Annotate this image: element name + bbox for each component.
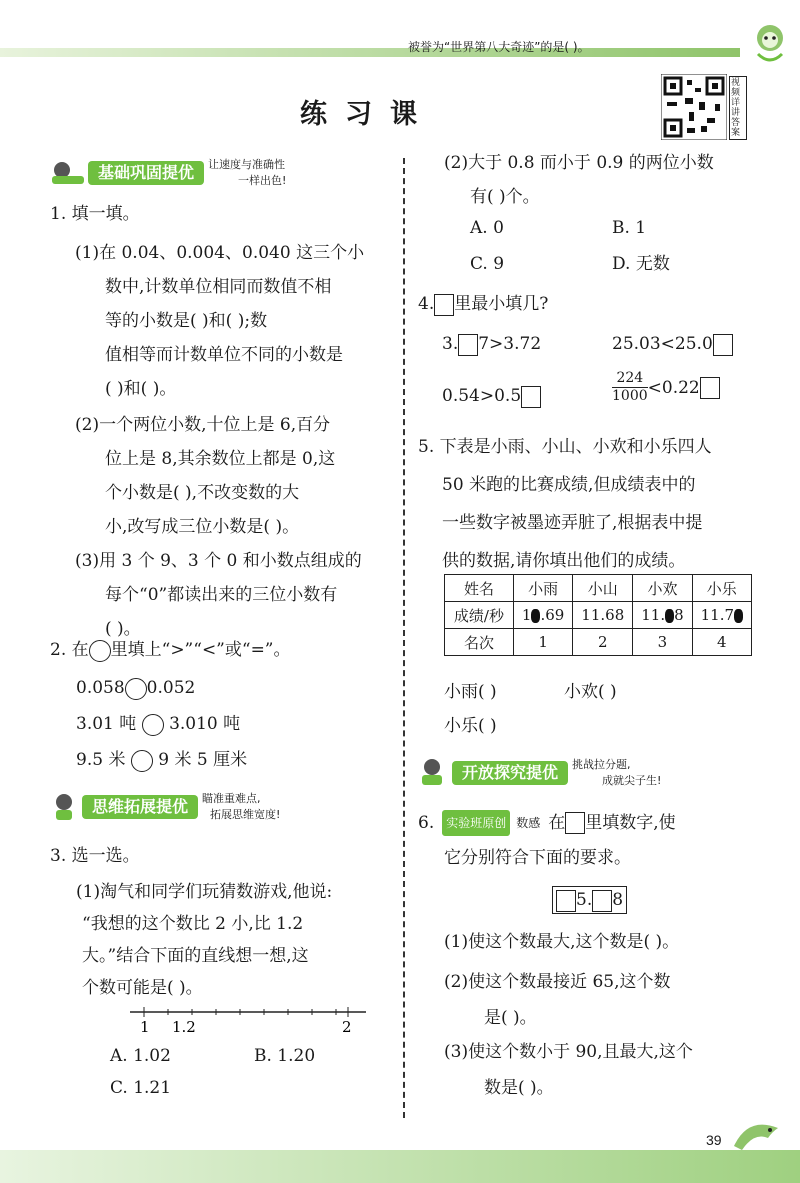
q1-title: 1. 填一填。 <box>50 204 140 224</box>
q3-part1: (1)淘气和同学们玩猜数游戏,他说: “我想的这个数比 2 小,比 1.2 大。”结合下面的直线想一想,这 个数可能是( )。 <box>76 882 333 998</box>
table-cell: 姓名 <box>445 575 514 602</box>
q6-part3: (3)使这个数小于 90,且最大,这个 数是( )。 <box>444 1042 693 1098</box>
q5-text: 5. 下表是小雨、小山、小欢和小乐四人 50 米跑的比赛成绩,但成绩表中的 一些数字被墨迹弄脏了,根据表中提 供的数据,请你填出他们的成绩。 <box>418 437 712 571</box>
q3-part2: (2)大于 0.8 而小于 0.9 的两位小数 有( )个。 <box>444 153 714 207</box>
sample-box <box>434 294 454 316</box>
table-cell: 11. 8 <box>633 602 692 629</box>
number-line-label: 2 <box>342 1018 352 1034</box>
page-number: 39 <box>706 1132 722 1148</box>
q1-part2: (2)一个两位小数,十位上是 6,百分 位上是 8,其余数位上都是 0,这 个小数是( ),不改变数的大 小,改写成三位小数是( )。 <box>75 415 336 537</box>
q4-item-1: 3. 7>3.72 <box>442 334 542 354</box>
table-cell: 小乐 <box>692 575 751 602</box>
answer-circle[interactable] <box>125 678 147 700</box>
q6-badge: 实验班原创 <box>442 810 510 836</box>
answer-box[interactable] <box>521 386 541 408</box>
section-open-header <box>416 760 661 786</box>
q6-tag: 数感 <box>516 816 541 830</box>
q4-item-4: $\frac{224}{1000}$ <0.22 <box>612 370 720 405</box>
section-basic-label: 基础巩固提优 <box>88 161 204 185</box>
q1-part3: (3)用 3 个 9、3 个 0 和小数点组成的 每个“0”都读出来的三位小数有 ( )。 <box>75 551 362 639</box>
section-thinking-header <box>48 794 280 820</box>
header-band <box>0 48 740 57</box>
table-cell: 3 <box>633 629 692 656</box>
q3-title: 3. 选一选。 <box>50 846 140 866</box>
monkey-mascot-icon <box>740 18 792 64</box>
q3-1-option-a[interactable]: A. 1.02 <box>110 1046 171 1066</box>
student-mascot-icon <box>48 160 88 186</box>
answer-box[interactable] <box>700 377 720 399</box>
table-cell: 名次 <box>445 629 514 656</box>
number-line <box>130 1004 370 1034</box>
q3-2-option-c[interactable]: C. 9 <box>470 254 505 274</box>
explorer-mascot-icon <box>416 757 452 789</box>
sample-box <box>565 812 585 834</box>
table-cell: 小雨 <box>513 575 572 602</box>
q1-part1: (1)在 0.04、0.004、0.040 这三个小 数中,计数单位相同而数值不相 等的小数是( )和( );数 值相等而计数单位不同的小数是 ( )和( )。 <box>75 243 365 399</box>
number-line-label: 1.2 <box>172 1018 196 1034</box>
q5-answer-xiaoyu[interactable]: 小雨( ) <box>444 682 497 702</box>
table-cell: 4 <box>692 629 751 656</box>
table-row <box>445 575 752 602</box>
q4-item-3: 0.54>0.5 <box>442 384 541 408</box>
compare-circle <box>89 640 111 662</box>
table-cell: 小山 <box>573 575 633 602</box>
fraction-denominator: 1000 <box>612 388 648 404</box>
table-row <box>445 629 752 656</box>
q6-part1: (1)使这个数最大,这个数是( )。 <box>444 932 680 952</box>
qr-label: 视频详讲答案 <box>729 76 747 140</box>
q6-title: 6. 实验班原创 数感 在 里填数字,使 <box>418 810 676 836</box>
dolphin-mascot-icon <box>728 1116 788 1162</box>
q2-item-3: 9.5 米 9 米 5 厘米 <box>76 750 248 770</box>
q3-2-option-d[interactable]: D. 无数 <box>612 254 670 274</box>
table-cell: 11.68 <box>573 602 633 629</box>
header-trivia: 被誉为“世界第八大奇迹”的是( )。 <box>408 40 590 54</box>
fraction-numerator: 224 <box>616 370 644 386</box>
answer-circle[interactable] <box>142 714 164 736</box>
table-cell: 11.7 <box>692 602 751 629</box>
q3-1-option-b[interactable]: B. 1.20 <box>254 1046 316 1066</box>
table-cell: 小欢 <box>633 575 692 602</box>
table-row <box>445 602 752 629</box>
q2-item-2: 3.01 吨 3.010 吨 <box>76 714 241 734</box>
page-title: 练习课 <box>300 99 435 130</box>
q4-item-2: 25.03<25.0 <box>612 332 733 356</box>
column-divider <box>403 158 405 1118</box>
section-open-label: 开放探究提优 <box>452 761 568 785</box>
section-thinking-label: 思维拓展提优 <box>82 795 198 819</box>
q6-part2: (2)使这个数最接近 65,这个数 是( )。 <box>444 972 671 1028</box>
section-open-motto: 挑战拉分题, 成就尖子生! <box>572 758 662 787</box>
q4-title: 4. 里最小填几? <box>418 294 549 314</box>
ink-blot <box>734 609 743 623</box>
section-thinking-motto: 瞄准重难点, 拓展思维宽度! <box>202 792 281 821</box>
q3-1-option-c[interactable]: C. 1.21 <box>110 1078 172 1098</box>
answer-circle[interactable] <box>131 750 153 772</box>
answer-box[interactable] <box>713 334 733 356</box>
qr-code-icon <box>661 74 727 140</box>
digit-box[interactable] <box>556 890 576 912</box>
q5-answer-xiaole[interactable]: 小乐( ) <box>444 716 497 736</box>
footer-band <box>0 1150 800 1183</box>
q3-2-option-b[interactable]: B. 1 <box>612 218 647 238</box>
q2-title: 2. 在 里填上“>”“<”或“=”。 <box>50 640 291 660</box>
table-cell: 2 <box>573 629 633 656</box>
number-line-label: 1 <box>140 1018 150 1034</box>
q2-item-1: 0.058 0.052 <box>76 678 196 698</box>
q5-answer-xiaohuan[interactable]: 小欢( ) <box>564 682 617 702</box>
qr-code[interactable] <box>661 74 745 142</box>
section-basic-motto: 让速度与准确性 一样出色! <box>208 158 287 187</box>
score-table <box>444 574 752 656</box>
table-cell: 1 .69 <box>513 602 572 629</box>
section-basic-header <box>48 160 286 186</box>
q6-line2: 它分别符合下面的要求。 <box>444 848 631 868</box>
digit-box[interactable] <box>592 890 612 912</box>
ink-blot <box>665 609 674 623</box>
thinker-mascot-icon <box>48 792 82 822</box>
table-cell: 1 <box>513 629 572 656</box>
table-cell: 成绩/秒 <box>445 602 514 629</box>
answer-box[interactable] <box>458 334 478 356</box>
q6-number: 5. 8 <box>552 886 627 914</box>
q3-2-option-a[interactable]: A. 0 <box>470 218 504 238</box>
